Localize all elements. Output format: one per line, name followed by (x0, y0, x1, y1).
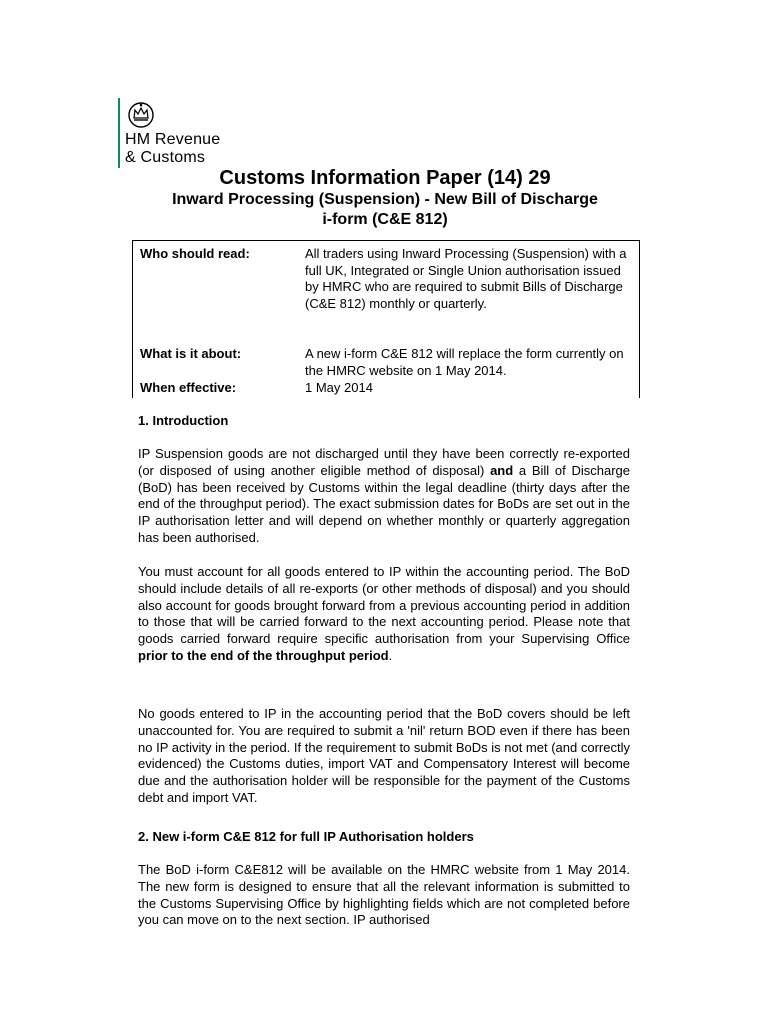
logo-line-2: & Customs (125, 149, 206, 166)
emphasis-text: prior to the end of the throughput period (138, 647, 389, 663)
page-title: Customs Information Paper (14) 29 (219, 167, 551, 189)
logo-line-1: HM Revenue (125, 131, 221, 148)
text-run: . (388, 647, 393, 663)
summary-value: A new i-form C&E 812 will replace the form currently on the HMRC website on 1 May 2014. (305, 346, 624, 378)
summary-box (132, 240, 640, 398)
text-run: a Bill of Discharge (BoD) has been received by Customs within the legal deadline (thirty days after the end of the throughput period). The exact submission dates for BoDs are set out in the IP authorisation letter and will depend on whether monthly or quarterly aggregation has been authorised. (138, 462, 630, 545)
section-1-paragraph-2 (138, 564, 630, 665)
summary-value: All traders using Inward Processing (Suspension) with a full UK, Integrated or Single Union authorisation issued by HMRC who are required to submit Bills of Discharge (C&E 812) monthly or quarterly. (305, 246, 627, 311)
emphasis-text: and (490, 462, 514, 478)
section-2-heading: 2. New i-form C&E 812 for full IP Authorisation holders (138, 829, 474, 844)
page-subtitle (0, 190, 770, 230)
section-1-heading: 1. Introduction (138, 413, 229, 428)
logo-accent-bar (118, 98, 120, 168)
hmrc-logo (118, 98, 238, 170)
subtitle-line-2: i-form (C&E 812) (322, 211, 448, 228)
summary-value: 1 May 2014 (305, 380, 373, 395)
summary-label: When effective: (140, 380, 237, 395)
section-1-paragraph-3: No goods entered to IP in the accounting period that the BoD covers should be left unaccounted for. You are required to submit a 'nil' return BOD even if there has been no IP activity in the period. If the requirement to submit BoDs is not met (and correctly evidenced) the Customs duties, import VAT and Compensatory Interest will become due and the authorisation holder will be responsible for the payment of the Customs debt and import VAT. (138, 706, 630, 805)
logo-name (125, 131, 220, 167)
text-run: You must account for all goods entered to IP within the accounting period. The BoD should include details of all re-exports (or other methods of disposal) and you should also account for goods brought forward from a previous accounting period in addition to those that will be carried forward to the next accounting period. Please note that goods carried forward require specific authorisation from your Supervising Office (138, 564, 630, 647)
royal-crest-icon (126, 99, 156, 129)
summary-label: Who should read: (140, 246, 250, 261)
section-2-paragraph-1: The BoD i-form C&E812 will be available on the HMRC website from 1 May 2014. The new form is designed to ensure that all the relevant information is submitted to the Customs Supervising Office by highlighting fields which are not completed before you can move on to the next section. IP authorised (138, 862, 630, 928)
summary-label: What is it about: (140, 346, 242, 361)
text-run: IP Suspension goods are not discharged until they have been correctly re-exported (or disposed of using another eligible method of disposal) (138, 446, 630, 478)
subtitle-line-1: Inward Processing (Suspension) - New Bill of Discharge (172, 191, 598, 208)
section-1-paragraph-1 (138, 446, 630, 547)
